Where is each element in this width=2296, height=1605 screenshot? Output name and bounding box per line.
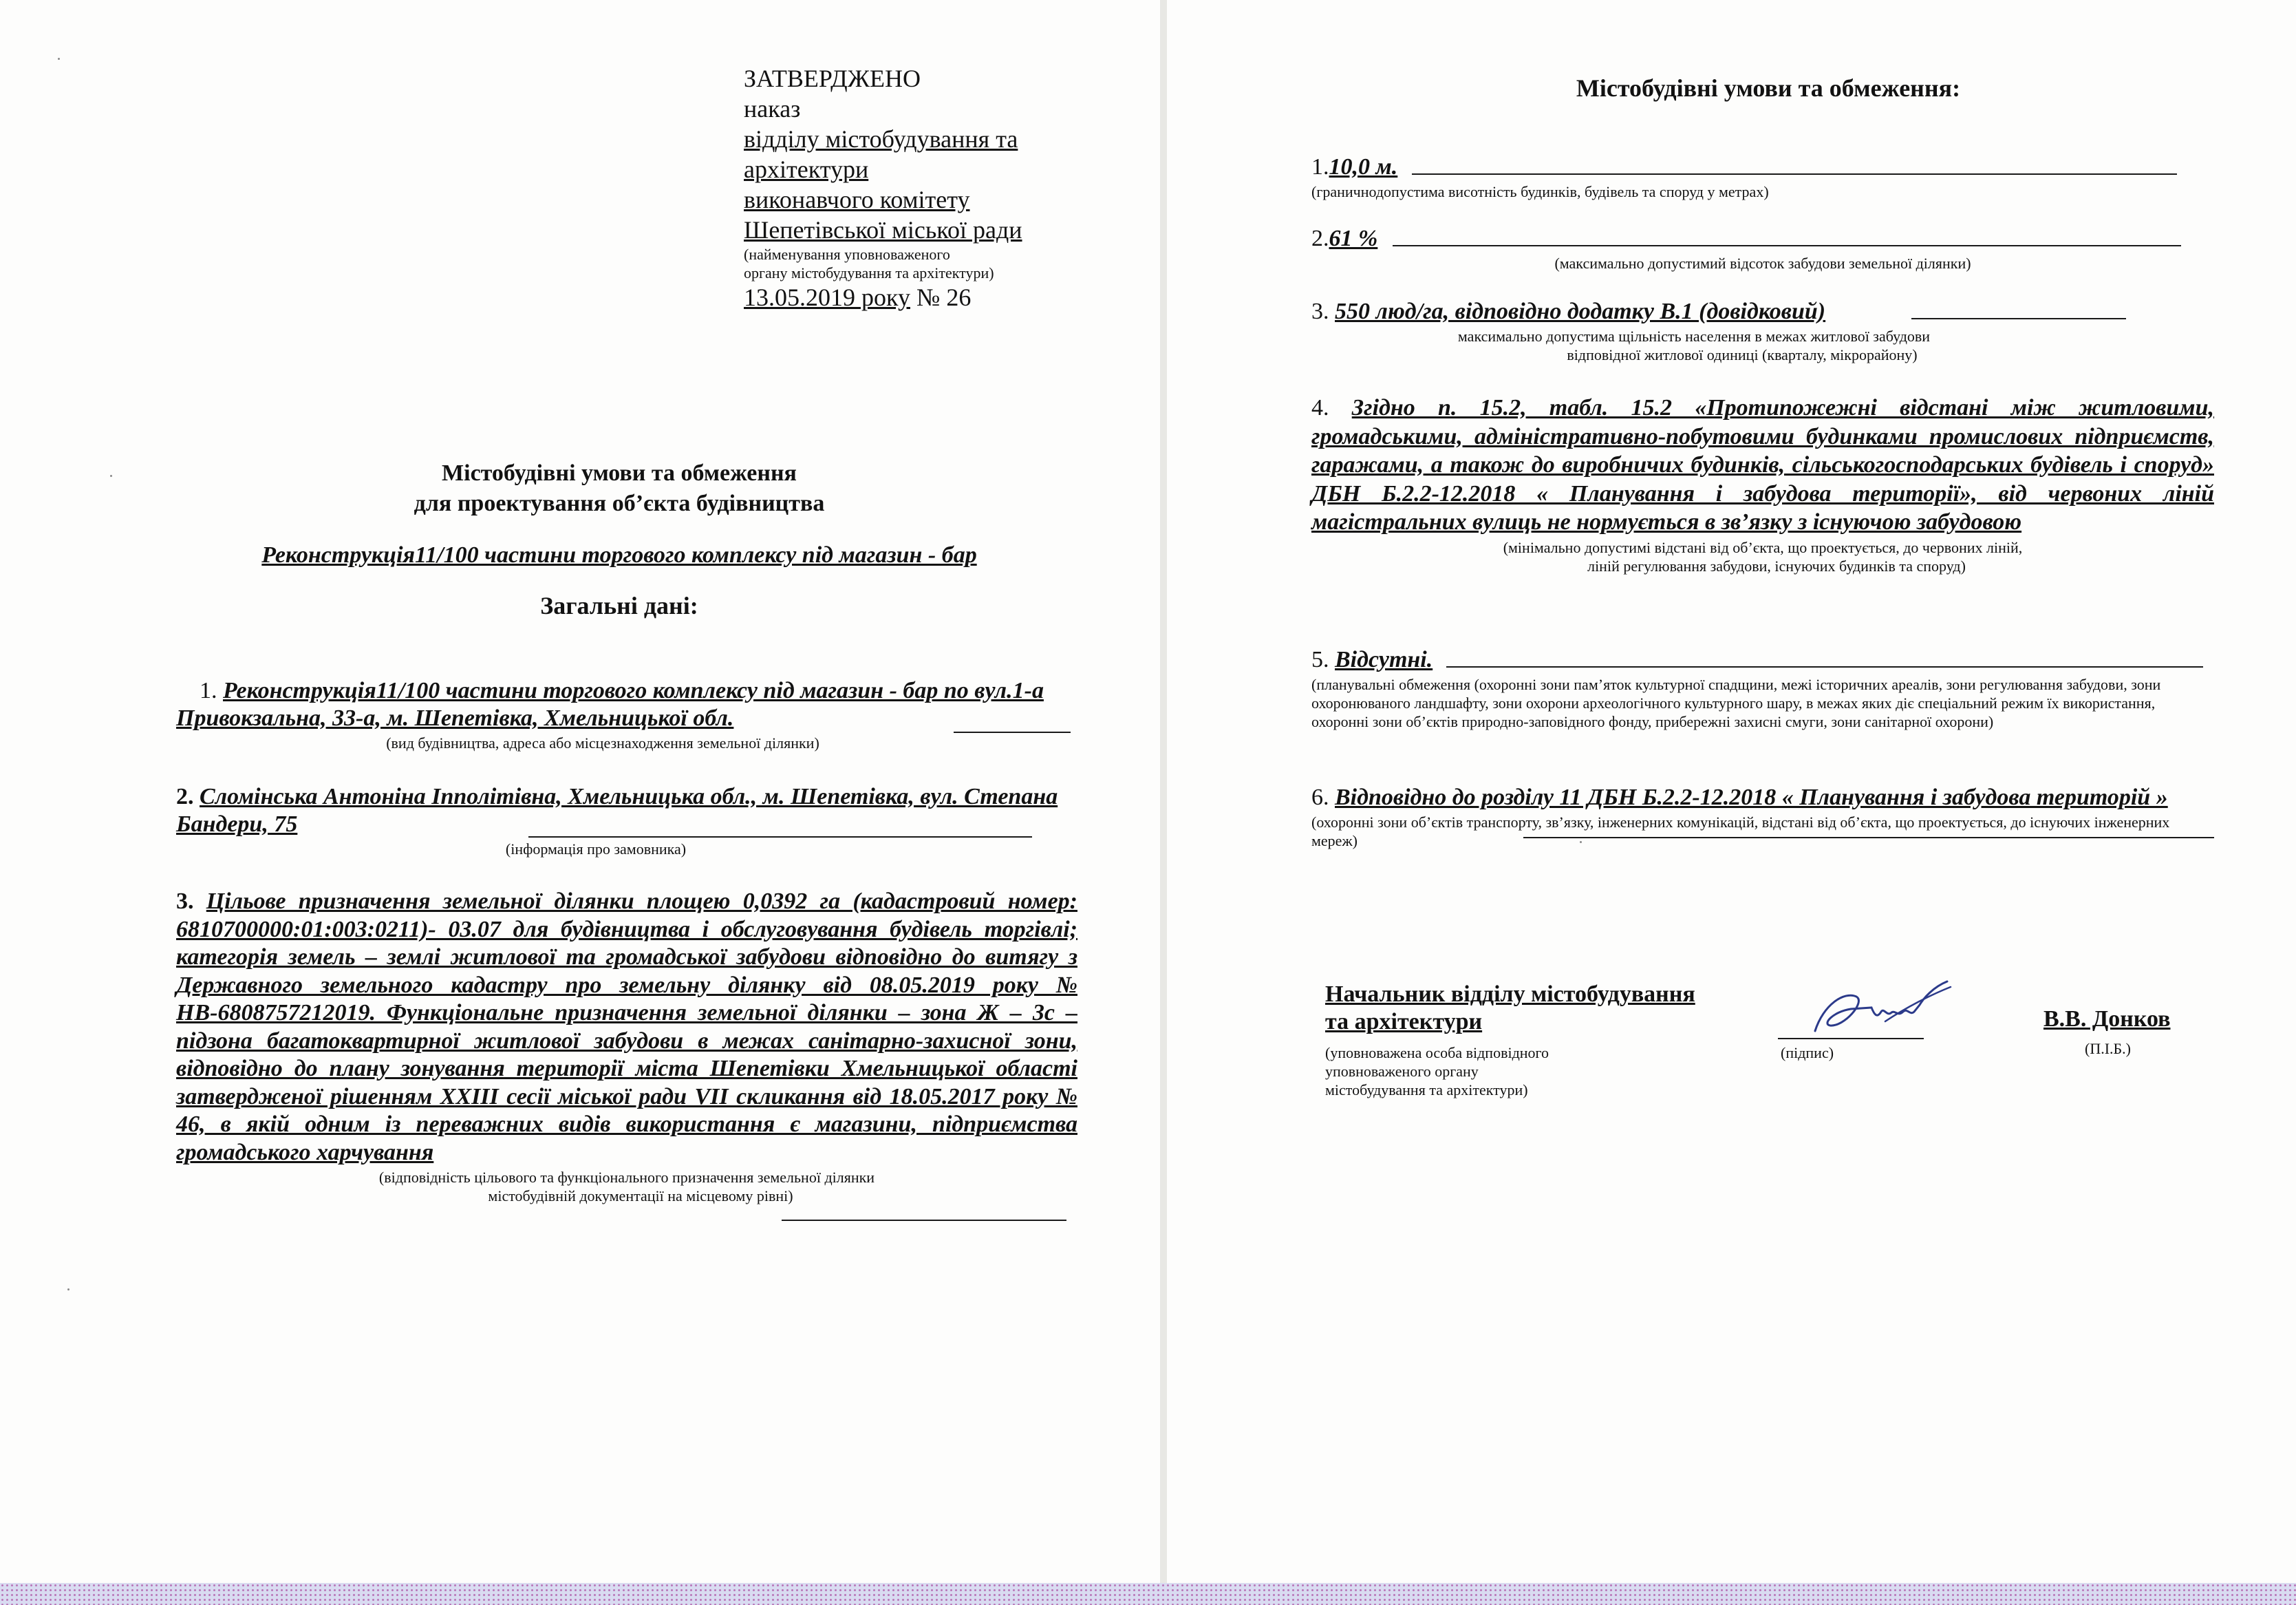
signature-line xyxy=(1778,1038,1924,1039)
item-text: Сломінська Антоніна Іпполітівна, Хмельницька обл., м. Шепетівка, вул. Степана Бандери, 75 xyxy=(176,784,1058,837)
chief-name: В.В. Донков xyxy=(2043,1006,2171,1032)
approval-committee: виконавчого комітету xyxy=(744,186,970,213)
item-caption-line1: (відповідність цільового та функціонального призначення земельної ділянки xyxy=(378,1169,875,1186)
item-number: 3. xyxy=(176,889,194,914)
name-caption: (П.І.Б.) xyxy=(2085,1040,2131,1057)
document-title xyxy=(138,458,1101,519)
approval-department-line2: архітектури xyxy=(744,156,869,183)
item-text: 10,0 м. xyxy=(1329,154,1398,180)
item-text: Згідно п. 15.2, табл. 15.2 «Протипожежні відстані між житловими, громадськими, адміністративно-побутовими будинками промислових підприємств, гаражами, а також до виробничих будинків, сільськогосподарських будівель і споруд» ДБН Б.2.2-12.2018 « Планування і забудова території», від червоних ліній магістральних вулиць не нормується в зв’язку з існуючою забудовою xyxy=(1311,395,2215,535)
item-number: 1. xyxy=(1311,154,1329,180)
fill-rule xyxy=(1412,173,2177,175)
general-item-1 xyxy=(176,677,1071,752)
scan-speck xyxy=(110,475,112,477)
fill-rule xyxy=(954,732,1071,733)
condition-item-3 xyxy=(1311,297,2214,364)
condition-item-5 xyxy=(1311,646,2214,731)
scan-speck xyxy=(58,58,60,60)
page-seam xyxy=(1160,0,1167,1583)
approval-department-line1: відділу містобудування та xyxy=(744,125,1018,153)
fill-rule xyxy=(528,836,1032,838)
approval-order: наказ xyxy=(744,95,801,123)
approval-block xyxy=(744,63,1088,312)
position-caption-line3: містобудування та архітектури) xyxy=(1325,1081,1528,1098)
general-item-3 xyxy=(176,888,1077,1205)
fill-rule xyxy=(1523,837,2214,838)
general-data-heading: Загальні дані: xyxy=(540,592,698,619)
chief-position-line2: та архітектури xyxy=(1325,1009,1483,1034)
approval-date: 13.05.2019 року xyxy=(744,284,910,311)
item-caption-line2: містобудівній документації на місцевому рівні) xyxy=(488,1187,793,1204)
chief-position-line1: Начальник відділу містобудування xyxy=(1325,981,1695,1007)
approval-heading: ЗАТВЕРДЖЕНО xyxy=(744,65,921,92)
signature-caption: (підпис) xyxy=(1781,1044,1834,1061)
scan-bottom-strip xyxy=(0,1583,2296,1605)
position-caption-line1: (уповноважена особа відповідного xyxy=(1325,1044,1549,1061)
item-number: 2. xyxy=(176,784,194,809)
handwritten-signature xyxy=(1803,977,1961,1043)
fill-rule xyxy=(1393,245,2181,246)
position-caption-line2: уповноваженого органу xyxy=(1325,1063,1479,1080)
document-title-line2: для проектування об’єкта будівництва xyxy=(414,491,825,516)
object-name: Реконструкція11/100 частини торгового комплексу під магазин - бар xyxy=(261,542,977,568)
item-number: 1. xyxy=(200,678,217,703)
item-number: 6. xyxy=(1311,785,1329,810)
item-caption-line2: ліній регулювання забудови, існуючих будинків та споруд) xyxy=(1587,557,1966,575)
item-text: Відповідно до розділу 11 ДБН Б.2.2-12.2018 « Планування і забудова територій » xyxy=(1335,785,2168,810)
conditions-title: Містобудівні умови та обмеження: xyxy=(1576,74,1961,102)
chief-position xyxy=(1325,981,1695,1036)
item-text: Цільове призначення земельної ділянки площею 0,0392 га (кадастровий номер: 6810700000:01:003:0211)- 03.07 для будівництва і обслуговування будівель торгівлі; категорія земель – землі житлової та громадської забудови відповідно до витягу з Державного земельного кадастру про земельну ділянку від 08.05.2019 року № НВ-6808757212019. Функціональне призначення земельної ділянки – зона Ж – 3с – підзона багатоквартирної житлової забудови в межах санітарно-захисної зони, відповідно до плану зонування території міста Шепетівки Хмельницької області затвердженої рішенням XXIII сесії міської ради VII скликання від 18.05.2017 року № 46, в якій одним із переважних видів використання є магазини, підприємства громадського харчування xyxy=(176,889,1077,1165)
item-caption: (охоронні зони об’єктів транспорту, зв’язку, інженерних комунікацій, відстані від об’єкта, що проектується, до існуючих інженерних мереж) xyxy=(1311,814,2170,849)
item-caption-line1: максимально допустима щільність населення в межах житлової забудови xyxy=(1457,328,1931,345)
item-caption-line2: відповідної житлової одиниці (кварталу, мікрорайону) xyxy=(1567,346,1918,363)
item-number: 2. xyxy=(1311,226,1329,251)
approval-number: № 26 xyxy=(916,284,972,311)
condition-item-4 xyxy=(1311,394,2214,575)
item-number: 4. xyxy=(1311,395,1329,421)
item-text: Відсутні. xyxy=(1335,647,1433,672)
item-caption: (граничнодопустима висотність будинків, будівель та споруд у метрах) xyxy=(1311,183,1769,200)
chief-position-caption xyxy=(1325,1043,1710,1099)
item-caption: (максимально допустимий відсоток забудови земельної ділянки) xyxy=(1554,255,1971,272)
fill-rule xyxy=(1446,666,2203,668)
item-caption: (вид будівництва, адреса або місцезнаходження земельної ділянки) xyxy=(386,734,819,752)
item-text: 550 люд/га, відповідно додатку В.1 (довідковий) xyxy=(1335,299,1826,324)
approval-council: Шепетівської міської ради xyxy=(744,216,1022,244)
condition-item-2 xyxy=(1311,224,2214,273)
item-caption: (планувальні обмеження (охоронні зони пам’яток культурної спадщини, межі історичних ареалів, зони регулювання забудови, зони охоронюваного ландшафту, зони охорони археологічного культурного шару, в межах яких діє спеціальний режим їх використання, охоронні зони об’єктів природно-заповідного фонду, прибережні захисні смуги, зони санітарної охорони) xyxy=(1311,676,2161,730)
fill-rule xyxy=(782,1220,1066,1221)
item-text: 61 % xyxy=(1329,226,1378,251)
approval-caption-line2: органу містобудування та архітектури) xyxy=(744,264,994,281)
item-caption-line1: (мінімально допустимі відстані від об’єкта, що проектується, до червоних ліній, xyxy=(1503,538,2023,556)
item-text: Реконструкція11/100 частини торгового комплексу під магазин - бар по вул.1-а Привокзальна, 33-а, м. Шепетівка, Хмельницької обл. xyxy=(176,678,1044,731)
item-number: 5. xyxy=(1311,647,1329,672)
general-item-2 xyxy=(176,783,1071,858)
document-title-line1: Містобудівні умови та обмеження xyxy=(442,460,797,486)
condition-item-1 xyxy=(1311,153,2214,201)
item-caption: (інформація про замовника) xyxy=(505,840,687,858)
approval-caption-line1: (найменування уповноваженого xyxy=(744,246,950,263)
scan-speck xyxy=(67,1288,69,1290)
item-number: 3. xyxy=(1311,299,1329,324)
condition-item-6 xyxy=(1311,783,2214,850)
fill-rule xyxy=(1911,318,2126,319)
